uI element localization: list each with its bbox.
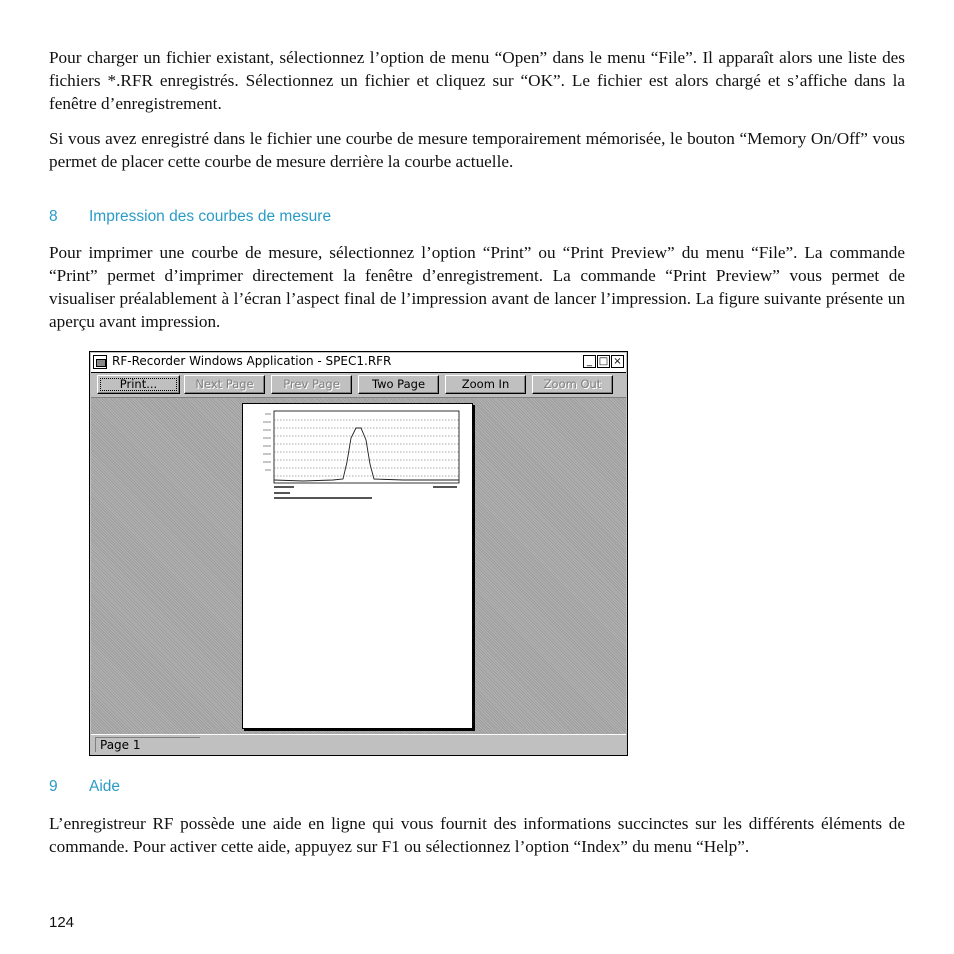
maximize-button[interactable]: □	[598, 356, 609, 367]
preview-toolbar	[91, 373, 626, 398]
prev-page-button[interactable]: Prev Page	[271, 375, 352, 394]
status-bar	[91, 734, 626, 754]
print-preview-window	[89, 351, 628, 756]
page-number: 124	[49, 914, 75, 931]
paragraph-print: Pour imprimer une courbe de mesure, sélectionnez l’option “Print” ou “Print Preview” du menu “File”. La commande “Print” permet d’imprimer directement la fenêtre d’enregistrement. La commande “Print Preview” vous permet de visualiser préalablement à l’écran l’aspect final de l’impression avant de lancer l’impression. La figure suivante présente un aperçu avant impression.	[49, 243, 905, 331]
next-page-button[interactable]: Next Page	[184, 375, 265, 394]
window-title-bar[interactable]	[91, 353, 626, 373]
minimize-button[interactable]: _	[583, 355, 596, 368]
paragraph-memory: Si vous avez enregistré dans le fichier une courbe de mesure temporairement mémorisée, le bouton “Memory On/Off” vous permet de placer cette courbe de mesure derrière la courbe actuelle.	[49, 129, 905, 171]
window-controls	[582, 355, 624, 368]
paragraph-help: L’enregistreur RF possède une aide en ligne qui vous fournit des informations succinctes sur les différents éléments de commande. Pour activer cette aide, appuyez sur F1 ou sélectionnez l’option “Index” du menu “Help”.	[49, 814, 905, 856]
status-page-indicator: Page 1	[95, 737, 200, 752]
section-title: Impression des courbes de mesure	[89, 208, 332, 225]
two-page-button[interactable]: Two Page	[358, 375, 439, 394]
section-number: 9	[49, 778, 58, 795]
paragraph-open-file: Pour charger un fichier existant, sélectionnez l’option de menu “Open” dans le menu “File”. Il apparaît alors une liste des fichiers *.RFR enregistrés. Sélectionnez un fichier et cliquez sur “OK”. Le fichier est alors chargé et s’affiche dans la fenêtre d’enregistrement.	[49, 48, 905, 113]
section-heading-help	[49, 778, 120, 796]
zoom-out-button[interactable]: Zoom Out	[532, 375, 613, 394]
section-heading-print	[49, 208, 331, 226]
preview-workspace[interactable]	[91, 398, 626, 736]
section-number: 8	[49, 208, 58, 225]
page-thumbnail-graph	[243, 404, 472, 728]
window-title: RF-Recorder Windows Application - SPEC1.RFR	[112, 354, 392, 368]
preview-page	[242, 403, 473, 729]
app-icon[interactable]	[93, 355, 107, 369]
print-button[interactable]: Print...	[97, 375, 180, 394]
section-title: Aide	[89, 778, 121, 795]
zoom-in-button[interactable]: Zoom In	[445, 375, 526, 394]
close-button[interactable]: ×	[611, 355, 624, 368]
